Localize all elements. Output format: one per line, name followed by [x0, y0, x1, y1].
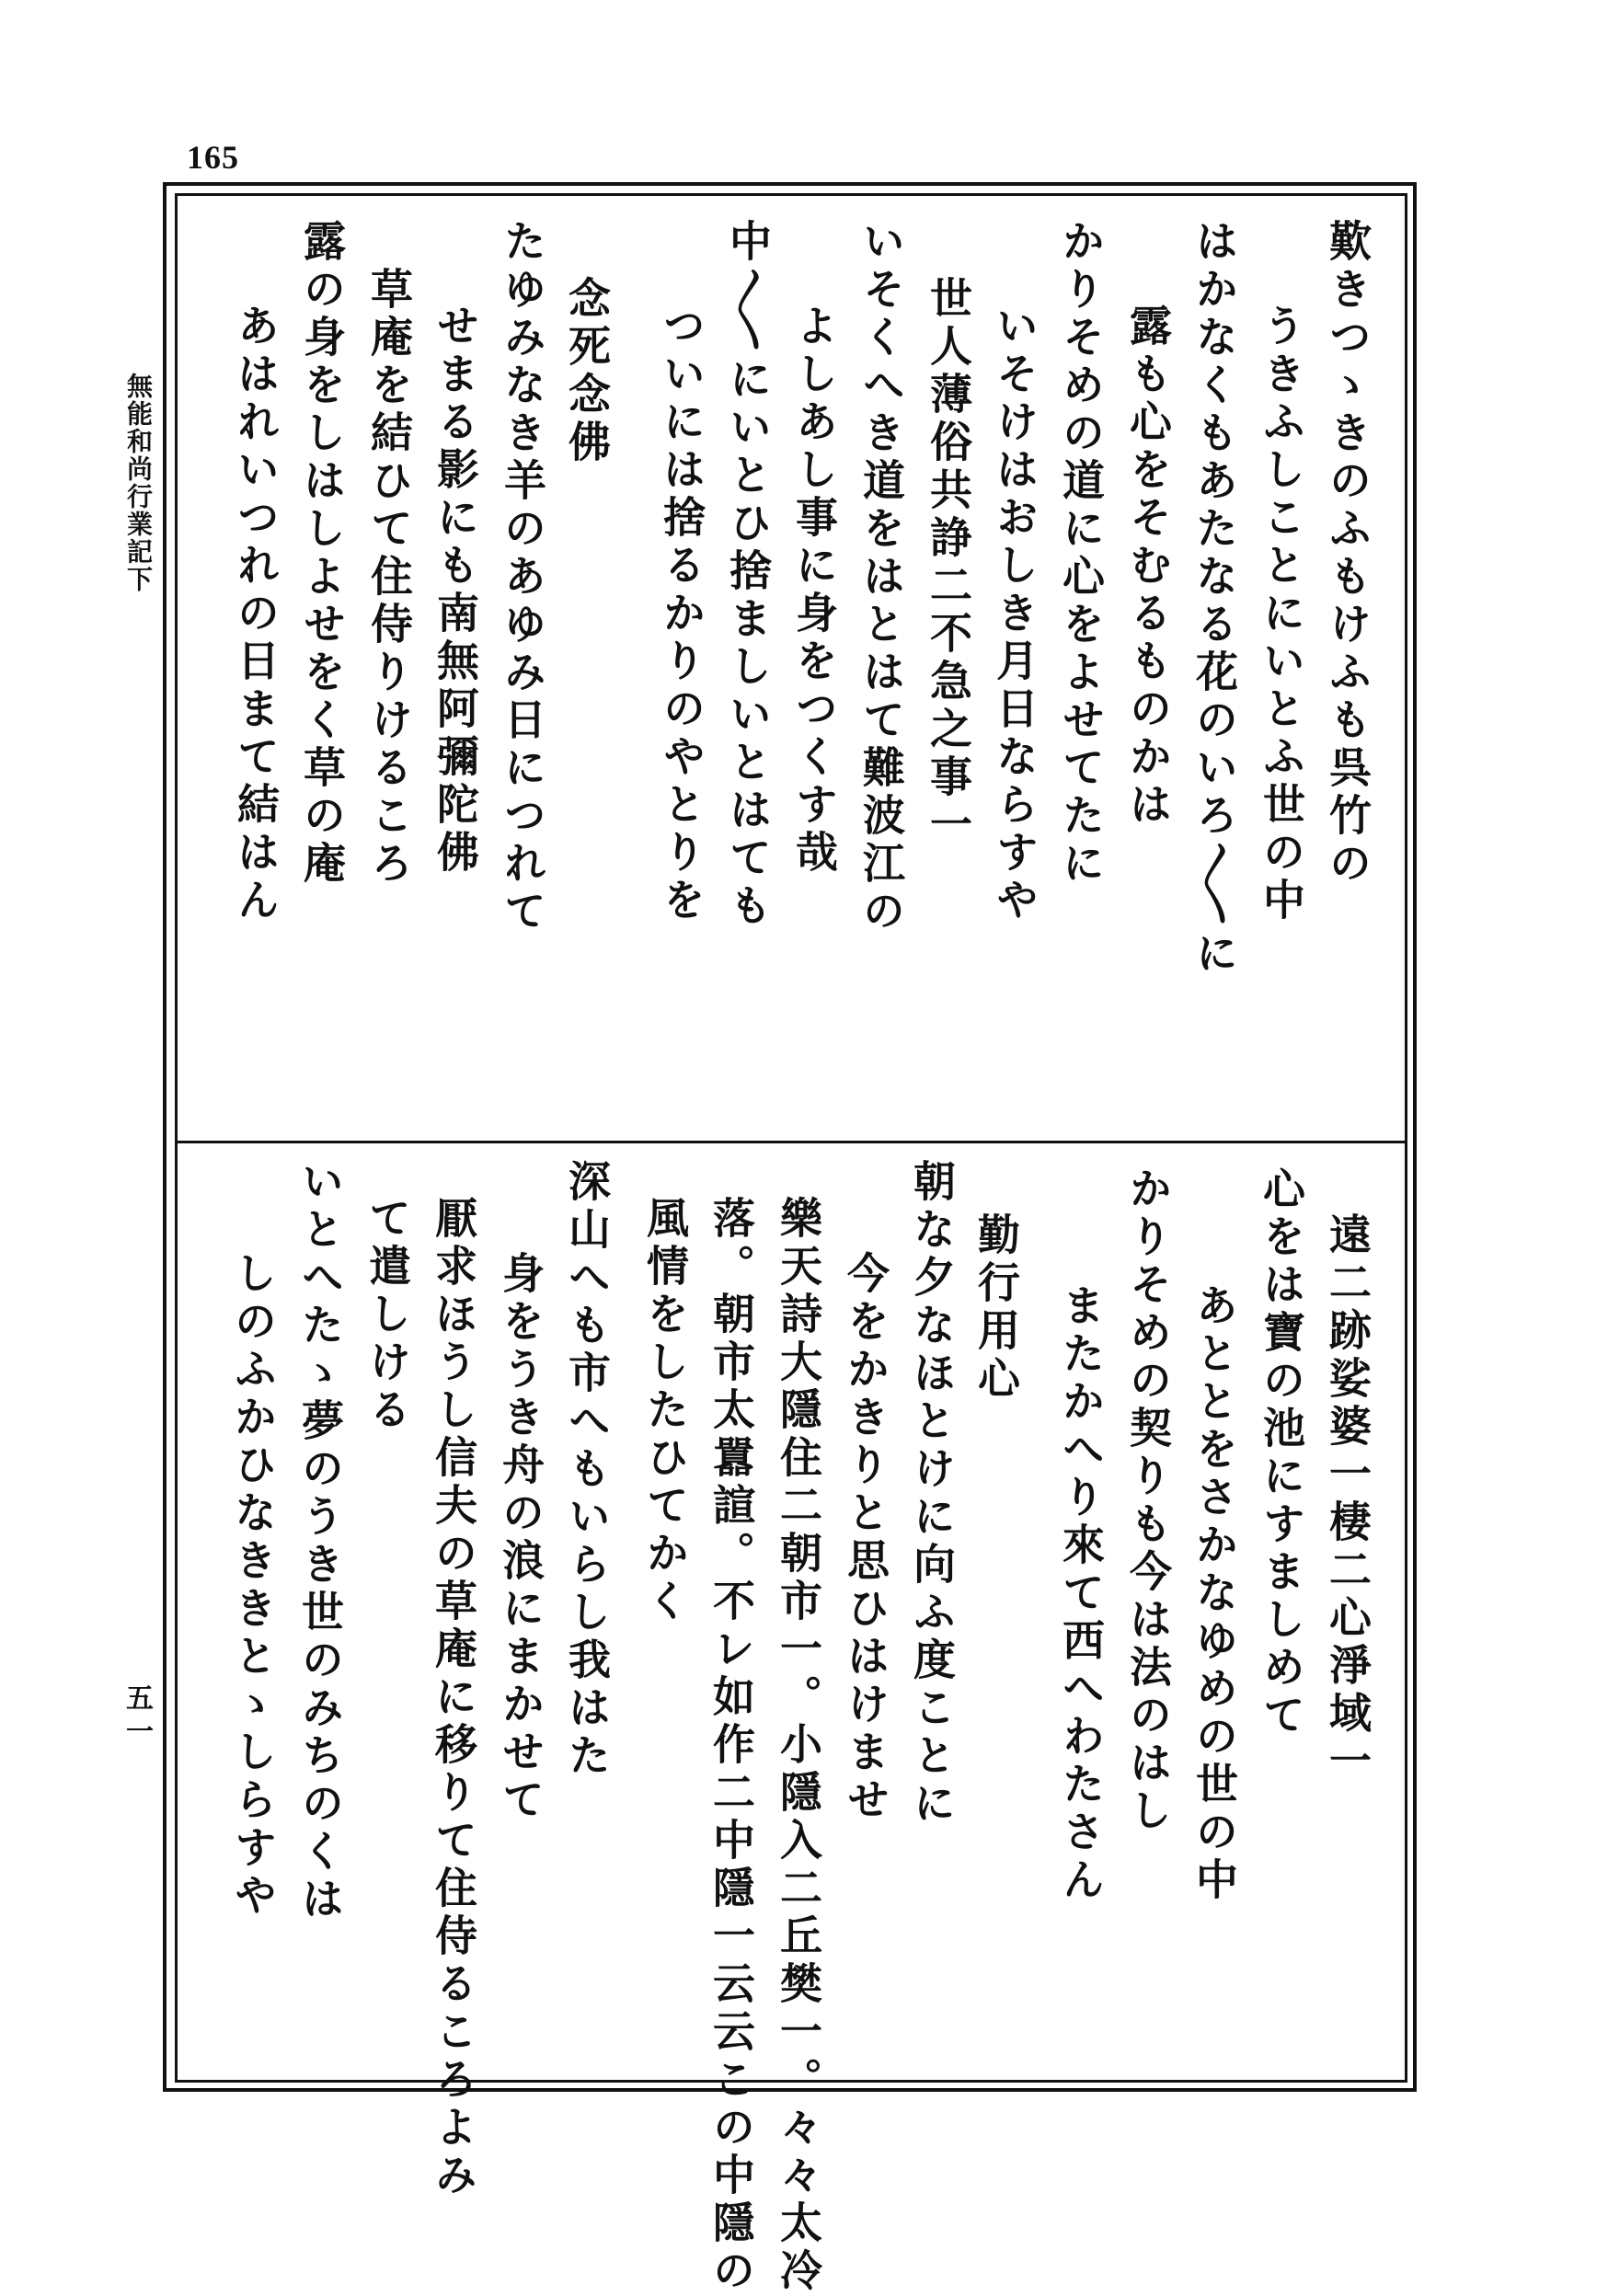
text-column: よしあし事に身をつくす哉 [789, 304, 839, 878]
text-column: かりそめの道に心をよせてたに [1056, 219, 1106, 889]
text-column: て遣しける [362, 1196, 412, 1435]
text-column: あととをさかなゆめの世の中 [1189, 1283, 1239, 1905]
text-column: 念死念佛 [562, 276, 612, 467]
text-column: 厭求ほうし信夫の草庵に移りて住侍るころよみ [429, 1196, 478, 2200]
text-column: 今をかきりと思ひはけませ [841, 1251, 890, 1825]
panel-divider [178, 1141, 1406, 1143]
text-column: 草庵を結ひて住侍りけるころ [364, 267, 414, 889]
text-column: はかなくもあたなる花のいろ〳〵に [1189, 219, 1239, 979]
text-column: いそけはおしき月日ならすや [990, 304, 1039, 925]
text-column: いとへたゝ夢のうき世のみちのくは [295, 1159, 345, 1924]
text-column: しのふかひなききとゝしらすや [228, 1251, 278, 1921]
text-column: 落。朝市太囂諠。不レ如作二中隱一云云この中隱の [706, 1196, 756, 2296]
text-column: ついには捨るかりのやとりを [657, 304, 706, 925]
text-column: あはれいつれの日まて結はん [231, 304, 281, 925]
text-column: 勤行用心 [971, 1212, 1021, 1404]
text-column: 樂天詩大隱住二朝市一。小隱入二丘樊一。々々太冷 [774, 1196, 823, 2296]
text-column: 朝な夕なほとけに向ふ度ことに [907, 1159, 957, 1829]
text-column: せまる影にも南無阿彌陀佛 [431, 304, 480, 878]
text-column: 心をは寶の池にすましめて [1257, 1166, 1306, 1740]
text-column: またかへり來て西へわたさん [1056, 1283, 1106, 1905]
text-column: 露も心をそむるものかは [1123, 304, 1173, 830]
folio-number: 五一 [121, 1683, 153, 1750]
text-column: たゆみなき羊のあゆみ日につれて [498, 219, 547, 936]
text-column: かりそめの契りも今は法のはし [1123, 1166, 1173, 1836]
text-column: 露の身をしはしよせをく草の庵 [297, 219, 347, 889]
text-column: 深山へも市へもいらし我はた [562, 1159, 612, 1781]
text-column: 中〳〵にいとひ捨ましいとはても [723, 219, 773, 931]
text-column: 風情をしたひてかく [640, 1196, 690, 1626]
text-column: 身をうき舟の浪にまかせて [496, 1251, 546, 1825]
text-column: いそくへき道をはとはて難波江の [856, 219, 906, 936]
text-column: うきふしことにいとふ世の中 [1257, 304, 1306, 925]
text-column: 世人薄俗共諍二不急之事一 [924, 276, 973, 850]
text-column: 歎きつゝきのふもけふも呉竹の [1323, 219, 1373, 889]
text-column: 遠二跡娑婆一棲二心淨域一 [1323, 1212, 1373, 1786]
running-title: 無能和尚行業記下 [123, 373, 154, 593]
page-number: 165 [187, 139, 239, 176]
